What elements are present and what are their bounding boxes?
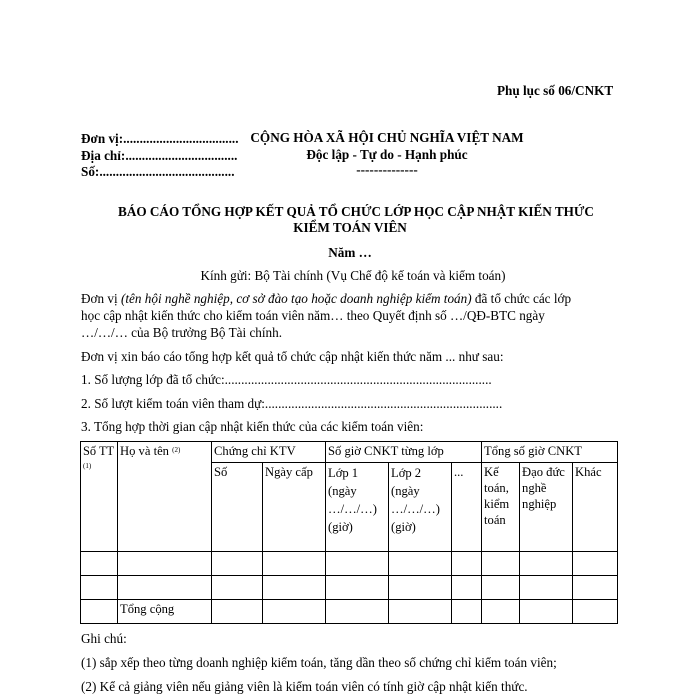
title-line-1: BÁO CÁO TỔNG HỢP KẾT QUẢ TỔ CHỨC LỚP HỌC CẬP NHẬT KIẾN THỨC: [118, 204, 594, 219]
class-1-unit: (giờ): [328, 520, 353, 534]
header-name: [118, 442, 212, 552]
nation-motto: Độc lập - Tự do - Hạnh phúc: [306, 147, 468, 162]
header-more-classes: [452, 463, 482, 552]
title-year: Năm …: [328, 245, 372, 260]
item-attendees-count: 2. Số lượt kiểm toán viên tham dự:........................................................................: [81, 396, 503, 411]
header-so: [212, 463, 263, 552]
header-stt: [81, 442, 118, 552]
nation-divider: --------------: [356, 162, 418, 177]
header-class-2: [389, 463, 452, 552]
unit-line: Đơn vị:...................................: [81, 131, 239, 146]
header-stt-label: Số TT: [83, 444, 115, 458]
report-intro: Đơn vị xin báo cáo tổng hợp kết quả tổ chức cập nhật kiến thức năm ... như sau:: [81, 349, 504, 364]
header-accounting-label: Kế toán, kiểm toán: [484, 465, 510, 527]
header-name-note: (2): [172, 446, 181, 454]
note-1: (1) sắp xếp theo từng doanh nghiệp kiểm toán, tăng dần theo số chứng chỉ kiểm toán viên;: [81, 655, 557, 670]
header-ethics-label: Đạo đức nghề nghiệp: [522, 465, 565, 511]
intro-italic: (tên hội nghề nghiệp, cơ sở đào tạo hoặc doanh nghiệp kiểm toán): [120, 291, 472, 306]
table-row: [81, 552, 618, 576]
class-2-date-open: (ngày: [391, 484, 420, 498]
table-row: [81, 576, 618, 600]
appendix-label: Phụ lục số 06/CNKT: [497, 83, 614, 98]
header-other-label: Khác: [575, 465, 602, 479]
notes-heading: Ghi chú:: [81, 631, 127, 646]
note-2: (2) Kể cả giảng viên nếu giảng viên là kiểm toán viên có tính giờ cập nhật kiến thức.: [81, 679, 528, 694]
item-hours-summary: 3. Tổng hợp thời gian cập nhật kiến thức của các kiểm toán viên:: [81, 419, 424, 434]
class-1-date-open: (ngày: [328, 484, 357, 498]
nation-title: CỘNG HÒA XÃ HỘI CHỦ NGHĨA VIỆT NAM: [250, 130, 524, 145]
intro-prefix: Đơn vị: [81, 291, 121, 306]
intro-suffix: đã tổ chức các lớp: [471, 291, 572, 306]
header-other: [573, 463, 618, 552]
header-class-1: [326, 463, 389, 552]
address-line: Địa chỉ:..................................: [81, 148, 238, 163]
class-2-label: Lớp 2: [391, 466, 422, 480]
intro-line-1: [81, 291, 590, 307]
header-hours-label: Số giờ CNKT từng lớp: [328, 444, 444, 458]
recipient: Kính gửi: Bộ Tài chính (Vụ Chế độ kế toán và kiểm toán): [200, 268, 506, 283]
table-total-row: [81, 600, 618, 624]
intro-line-2: học cập nhật kiến thức cho kiểm toán viên năm… theo Quyết định số …/QĐ-BTC ngày: [81, 308, 545, 323]
header-total-group: [482, 442, 618, 463]
hours-table: [80, 441, 618, 624]
class-1-date: …/…/…): [328, 502, 377, 516]
header-ngay-cap-label: Ngày cấp: [265, 465, 313, 479]
header-stt-note: (1): [83, 462, 92, 470]
title-line-2: KIỂM TOÁN VIÊN: [293, 220, 407, 235]
header-name-label: Họ và tên: [120, 444, 169, 458]
header-so-label: Số: [214, 465, 228, 479]
header-ethics: [520, 463, 573, 552]
intro-line-3: …/…/… của Bộ trưởng Bộ Tài chính.: [81, 325, 283, 340]
number-line: Số:.........................................: [81, 164, 235, 179]
class-2-unit: (giờ): [391, 520, 416, 534]
class-2-date: …/…/…): [391, 502, 440, 516]
header-total-label: Tổng số giờ CNKT: [484, 444, 582, 458]
header-ktv-group: [212, 442, 326, 463]
table-header-row-1: [81, 442, 618, 463]
header-ngay-cap: [263, 463, 326, 552]
header-hours-group: [326, 442, 482, 463]
total-label: Tổng cộng: [120, 602, 175, 616]
class-1-label: Lớp 1: [328, 466, 359, 480]
header-ktv-label: Chứng chỉ KTV: [214, 444, 296, 458]
header-accounting: [482, 463, 520, 552]
total-label-cell: [118, 600, 212, 624]
item-classes-count: 1. Số lượng lớp đã tổ chức:.................................................................................: [81, 372, 492, 387]
more-classes-ellipsis: ...: [454, 465, 464, 479]
